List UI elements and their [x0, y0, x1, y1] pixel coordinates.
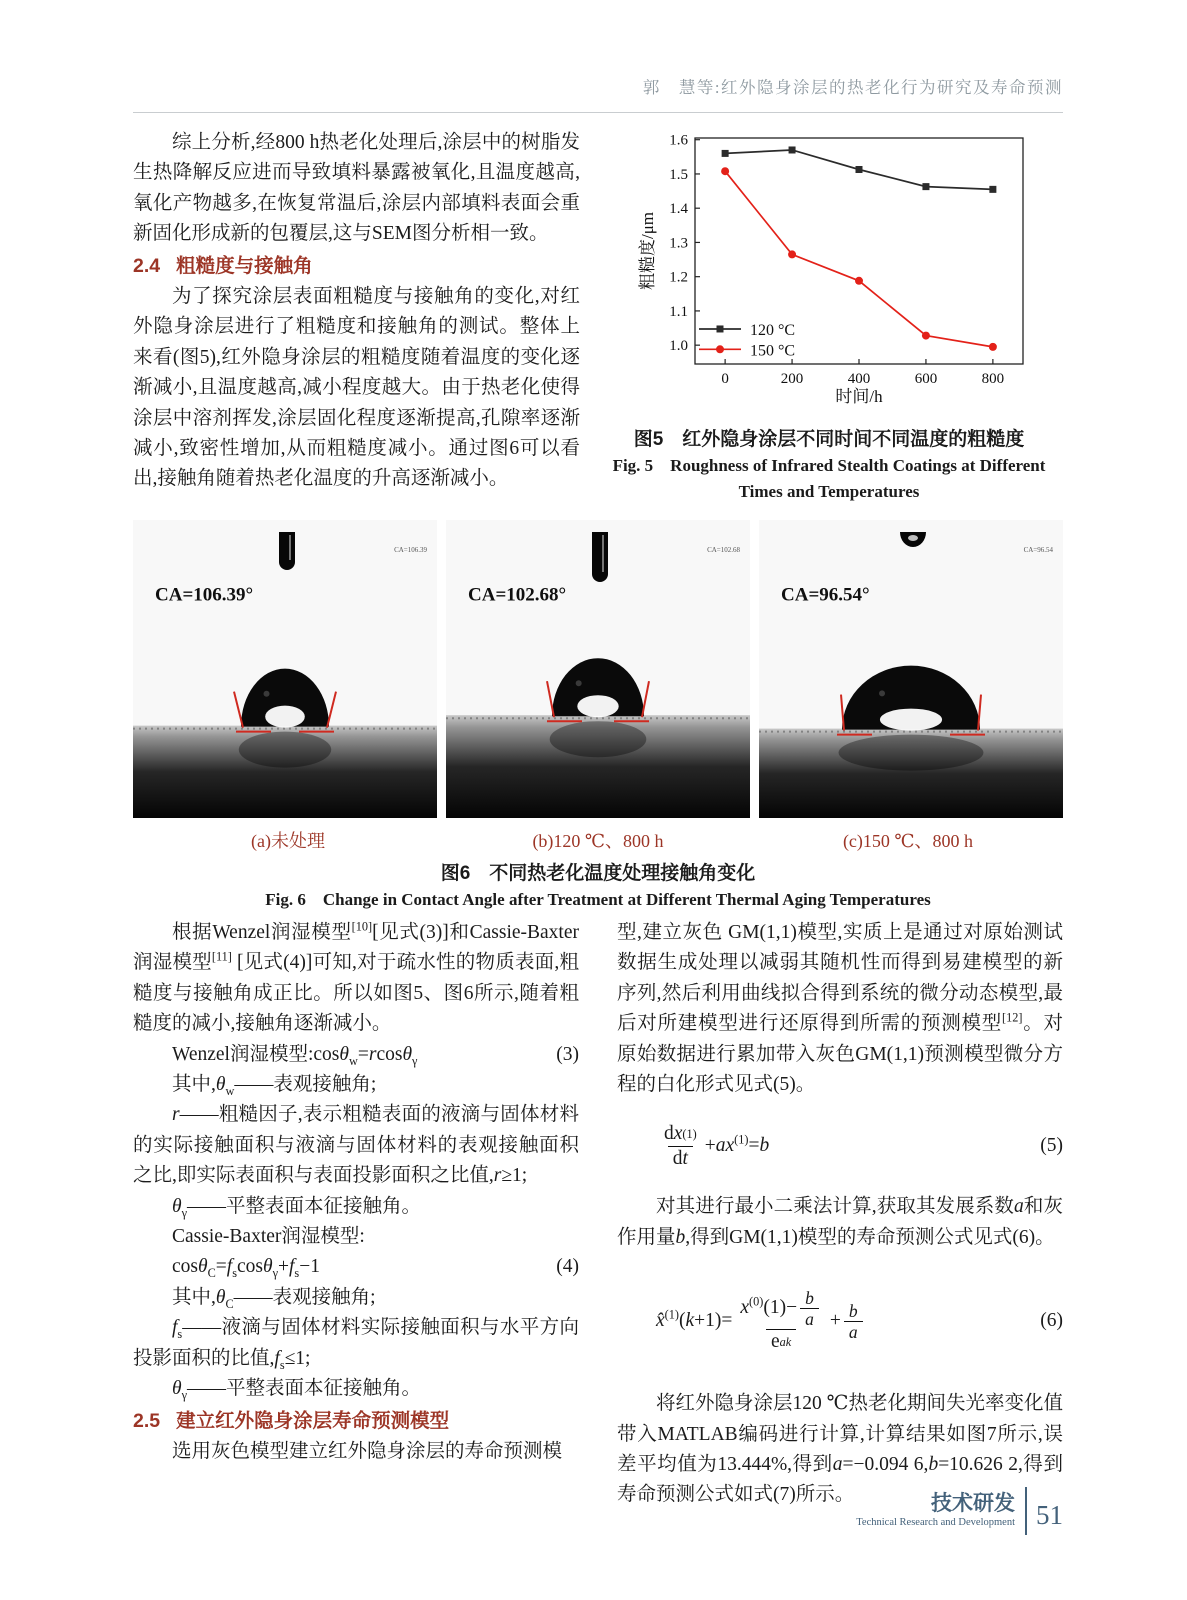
figure6: [133, 520, 1063, 913]
bottom-two-column-section: [133, 918, 1063, 1511]
equation-6-plus: +: [829, 1310, 841, 1332]
paragraph-grey-model-start: 选用灰色模型建立红外隐身涂层的寿命预测模: [172, 1440, 563, 1462]
equation-3-body: Wenzel润湿模型:cosθ$_w$=rcosθ$_\gamma$: [172, 1043, 418, 1068]
figure5-roughness-chart: [637, 128, 1063, 419]
svg-text:1.6: 1.6: [669, 132, 688, 149]
figure6-caption-zh: 图6 不同热老化温度处理接触角变化: [440, 863, 756, 884]
equation-5-rest: $+ax^{(1)}=b$: [704, 1132, 770, 1157]
footer-section-labels: [856, 1492, 1015, 1530]
figure5-caption-en-line1: Fig. 5 Roughness of Infrared Stealth Coatings at Different: [612, 456, 1046, 475]
section-number: 2.4: [133, 254, 161, 277]
paragraph-least-squares: 对其进行最小二乘法计算,获取其发展系数a和灰作用量b,得到GM(1,1)模型的寿命预测公式见式(6)。: [617, 1196, 1063, 1248]
definition-theta-c: 其中$,\theta_C——$表观接触角;: [172, 1286, 376, 1311]
page-number: 51: [1036, 1499, 1063, 1530]
svg-text:CA=106.39°: CA=106.39°: [155, 584, 254, 606]
svg-text:400: 400: [847, 371, 871, 387]
definition-theta-gamma: $\theta_\gamma——$平整表面本征接触角。: [172, 1195, 422, 1220]
bottom-right-column: [617, 918, 1063, 1511]
section-title: 粗糙度与接触角: [176, 254, 313, 277]
equation-5: [617, 1114, 1063, 1178]
svg-text:120 °C: 120 °C: [750, 321, 796, 339]
equation-5-fraction: d x (1) d t: [659, 1122, 702, 1172]
section-heading-2-5: [133, 1406, 579, 1436]
footer-section-en: Technical Research and Development: [856, 1517, 1015, 1528]
figure5-caption-en-line2: Times and Temperatures: [738, 482, 920, 501]
sublabel-c: (c)150 ℃、800 h: [842, 831, 974, 851]
svg-text:CA=96.54: CA=96.54: [1023, 546, 1053, 554]
svg-text:1.5: 1.5: [669, 166, 688, 183]
equation-6-main-fraction: $x^{(0)}(1)-$ $\frac{b}{a}$ e ak: [735, 1288, 826, 1355]
paragraph-roughness: 为了探究涂层表面粗糙度与接触角的变化,对红外隐身涂层进行了粗糙度和接触角的测试。整体上来看(图5),红外隐身涂层的粗糙度随着温度的变化逐渐减小,且温度越高,减小程度越大。由于热老化使得涂层中溶剂挥发,涂层固化程度逐渐提高,孔隙率逐渐减小,致密性增加,从而粗糙度减小。通过图6可以看出,接触角随着热老化温度的升高逐渐减小。: [133, 286, 580, 490]
svg-text:800: 800: [981, 371, 1005, 387]
svg-text:CA=102.68: CA=102.68: [707, 546, 740, 554]
svg-text:1.0: 1.0: [669, 338, 688, 355]
svg-text:600: 600: [914, 371, 938, 387]
equation-6-lhs: x̂$^{(1)}$(k+1)=: [656, 1307, 733, 1332]
top-two-column-section: [133, 128, 1063, 505]
svg-text:1.2: 1.2: [669, 269, 688, 286]
svg-text:CA=106.39: CA=106.39: [394, 546, 427, 554]
svg-text:1.3: 1.3: [669, 235, 688, 252]
contact-angle-image-b: [446, 520, 750, 818]
equation-6-number: (6): [1040, 1310, 1063, 1332]
equation-4: [133, 1252, 579, 1282]
svg-text:150 °C: 150 °C: [750, 342, 796, 360]
definition-fs: $f_s——$液滴与固体材料实际接触面积与水平方向投影面积的比值$,f_s\le 1$;: [133, 1317, 579, 1372]
figure6-caption-en: Fig. 6 Change in Contact Angle after Treatment at Different Thermal Aging Temperatures: [265, 890, 931, 909]
equation-6: [617, 1275, 1063, 1367]
paragraph-gm-model: 型,建立灰色 GM(1,1)模型,实质上是通过对原始测试数据生成处理以减弱其随机性而得到易建模型的新序列,然后利用曲线拟合得到系统的微分动态模型,最后对所建模型进行还原得到所需的预测模型[12]。对原始数据进行累加带入灰色GM(1,1)预测模型微分方程的白化形式见式(5)。: [617, 922, 1063, 1096]
cassie-baxter-title: Cassie-Baxter润湿模型:: [172, 1226, 365, 1248]
equation-5-number: (5): [1040, 1135, 1063, 1157]
equation-4-number: (4): [556, 1256, 579, 1278]
bottom-left-column: [133, 918, 579, 1511]
definition-theta-w: 其中$,\theta_w——$表观接触角;: [172, 1074, 377, 1098]
svg-text:CA=96.54°: CA=96.54°: [781, 584, 870, 606]
section-number: 2.5: [133, 1409, 161, 1432]
svg-text:1.1: 1.1: [669, 303, 688, 320]
paragraph-matlab-result: 将红外隐身涂层120 ℃热老化期间失光率变化值带入MATLAB编码进行计算,计算结果如图7所示,误差平均值为13.444%,得到a=−0.094 6,b=10.626 2,得到寿命预测公式如式(7)所示。: [617, 1393, 1063, 1506]
definition-r: r——粗糙因子,表示粗糙表面的液滴与固体材料的实际接触面积与液滴与固体材料的表观接触面积之比,即实际表面积与表面投影面积之比值,r≥1;: [133, 1104, 579, 1187]
sublabel-a: (a)未处理: [251, 831, 325, 851]
equation-3-number: (3): [556, 1043, 579, 1065]
equation-6-ba-fraction: $\frac{b}{a}$: [844, 1301, 863, 1342]
sublabel-b: (b)120 ℃、800 h: [532, 831, 664, 851]
footer-divider: [1025, 1487, 1027, 1535]
paragraph-summary: 综上分析,经800 h热老化处理后,涂层中的树脂发生热降解反应进而导致填料暴露被氧化,且温度越高,氧化产物越多,在恢复常温后,涂层内部填料表面会重新固化形成新的包覆层,这与SEM图分析相一致。: [133, 132, 580, 245]
svg-text:时间/h: 时间/h: [835, 387, 883, 406]
equation-3: [133, 1040, 579, 1070]
figure5-caption-zh: 图5 红外隐身涂层不同时间不同温度的粗糙度: [633, 429, 1025, 450]
equation-4-body: $\cos\theta_C=f_s\cos\theta_\gamma+f_s-1$: [172, 1256, 320, 1281]
contact-angle-image-c: [759, 520, 1063, 818]
svg-text:粗糙度/μm: 粗糙度/μm: [638, 211, 657, 291]
svg-text:200: 200: [780, 371, 804, 387]
top-left-column: [133, 128, 580, 505]
svg-text:1.4: 1.4: [669, 201, 688, 218]
section-heading-2-4: [133, 251, 580, 281]
svg-text:0: 0: [721, 371, 729, 387]
footer-section-zh: 技术研发: [931, 1492, 1015, 1515]
figure5: [595, 128, 1063, 505]
svg-text:CA=102.68°: CA=102.68°: [468, 584, 567, 606]
paragraph-wetting-models: 根据Wenzel润湿模型[10][见式(3)]和Cassie-Baxter润湿模型[11] [见式(4)]可知,对于疏水性的物质表面,粗糙度与接触角成正比。所以如图5、图6所示,随着粗糙度的减小,接触角逐渐减小。: [133, 919, 579, 1035]
section-title: 建立红外隐身涂层寿命预测模型: [176, 1409, 450, 1432]
contact-angle-image-a: [133, 520, 437, 818]
header-rule: [133, 112, 1063, 113]
definition-theta-gamma-2: $\theta_\gamma——$平整表面本征接触角。: [172, 1378, 422, 1402]
contact-angle-panels: [133, 520, 1063, 818]
panel-sublabels: [133, 827, 1063, 853]
top-right-column: [595, 128, 1063, 505]
figure5-caption: [595, 427, 1063, 505]
running-header: 郭 慧等:红外隐身涂层的热老化行为研究及寿命预测: [642, 78, 1063, 97]
page-footer: [856, 1487, 1063, 1535]
